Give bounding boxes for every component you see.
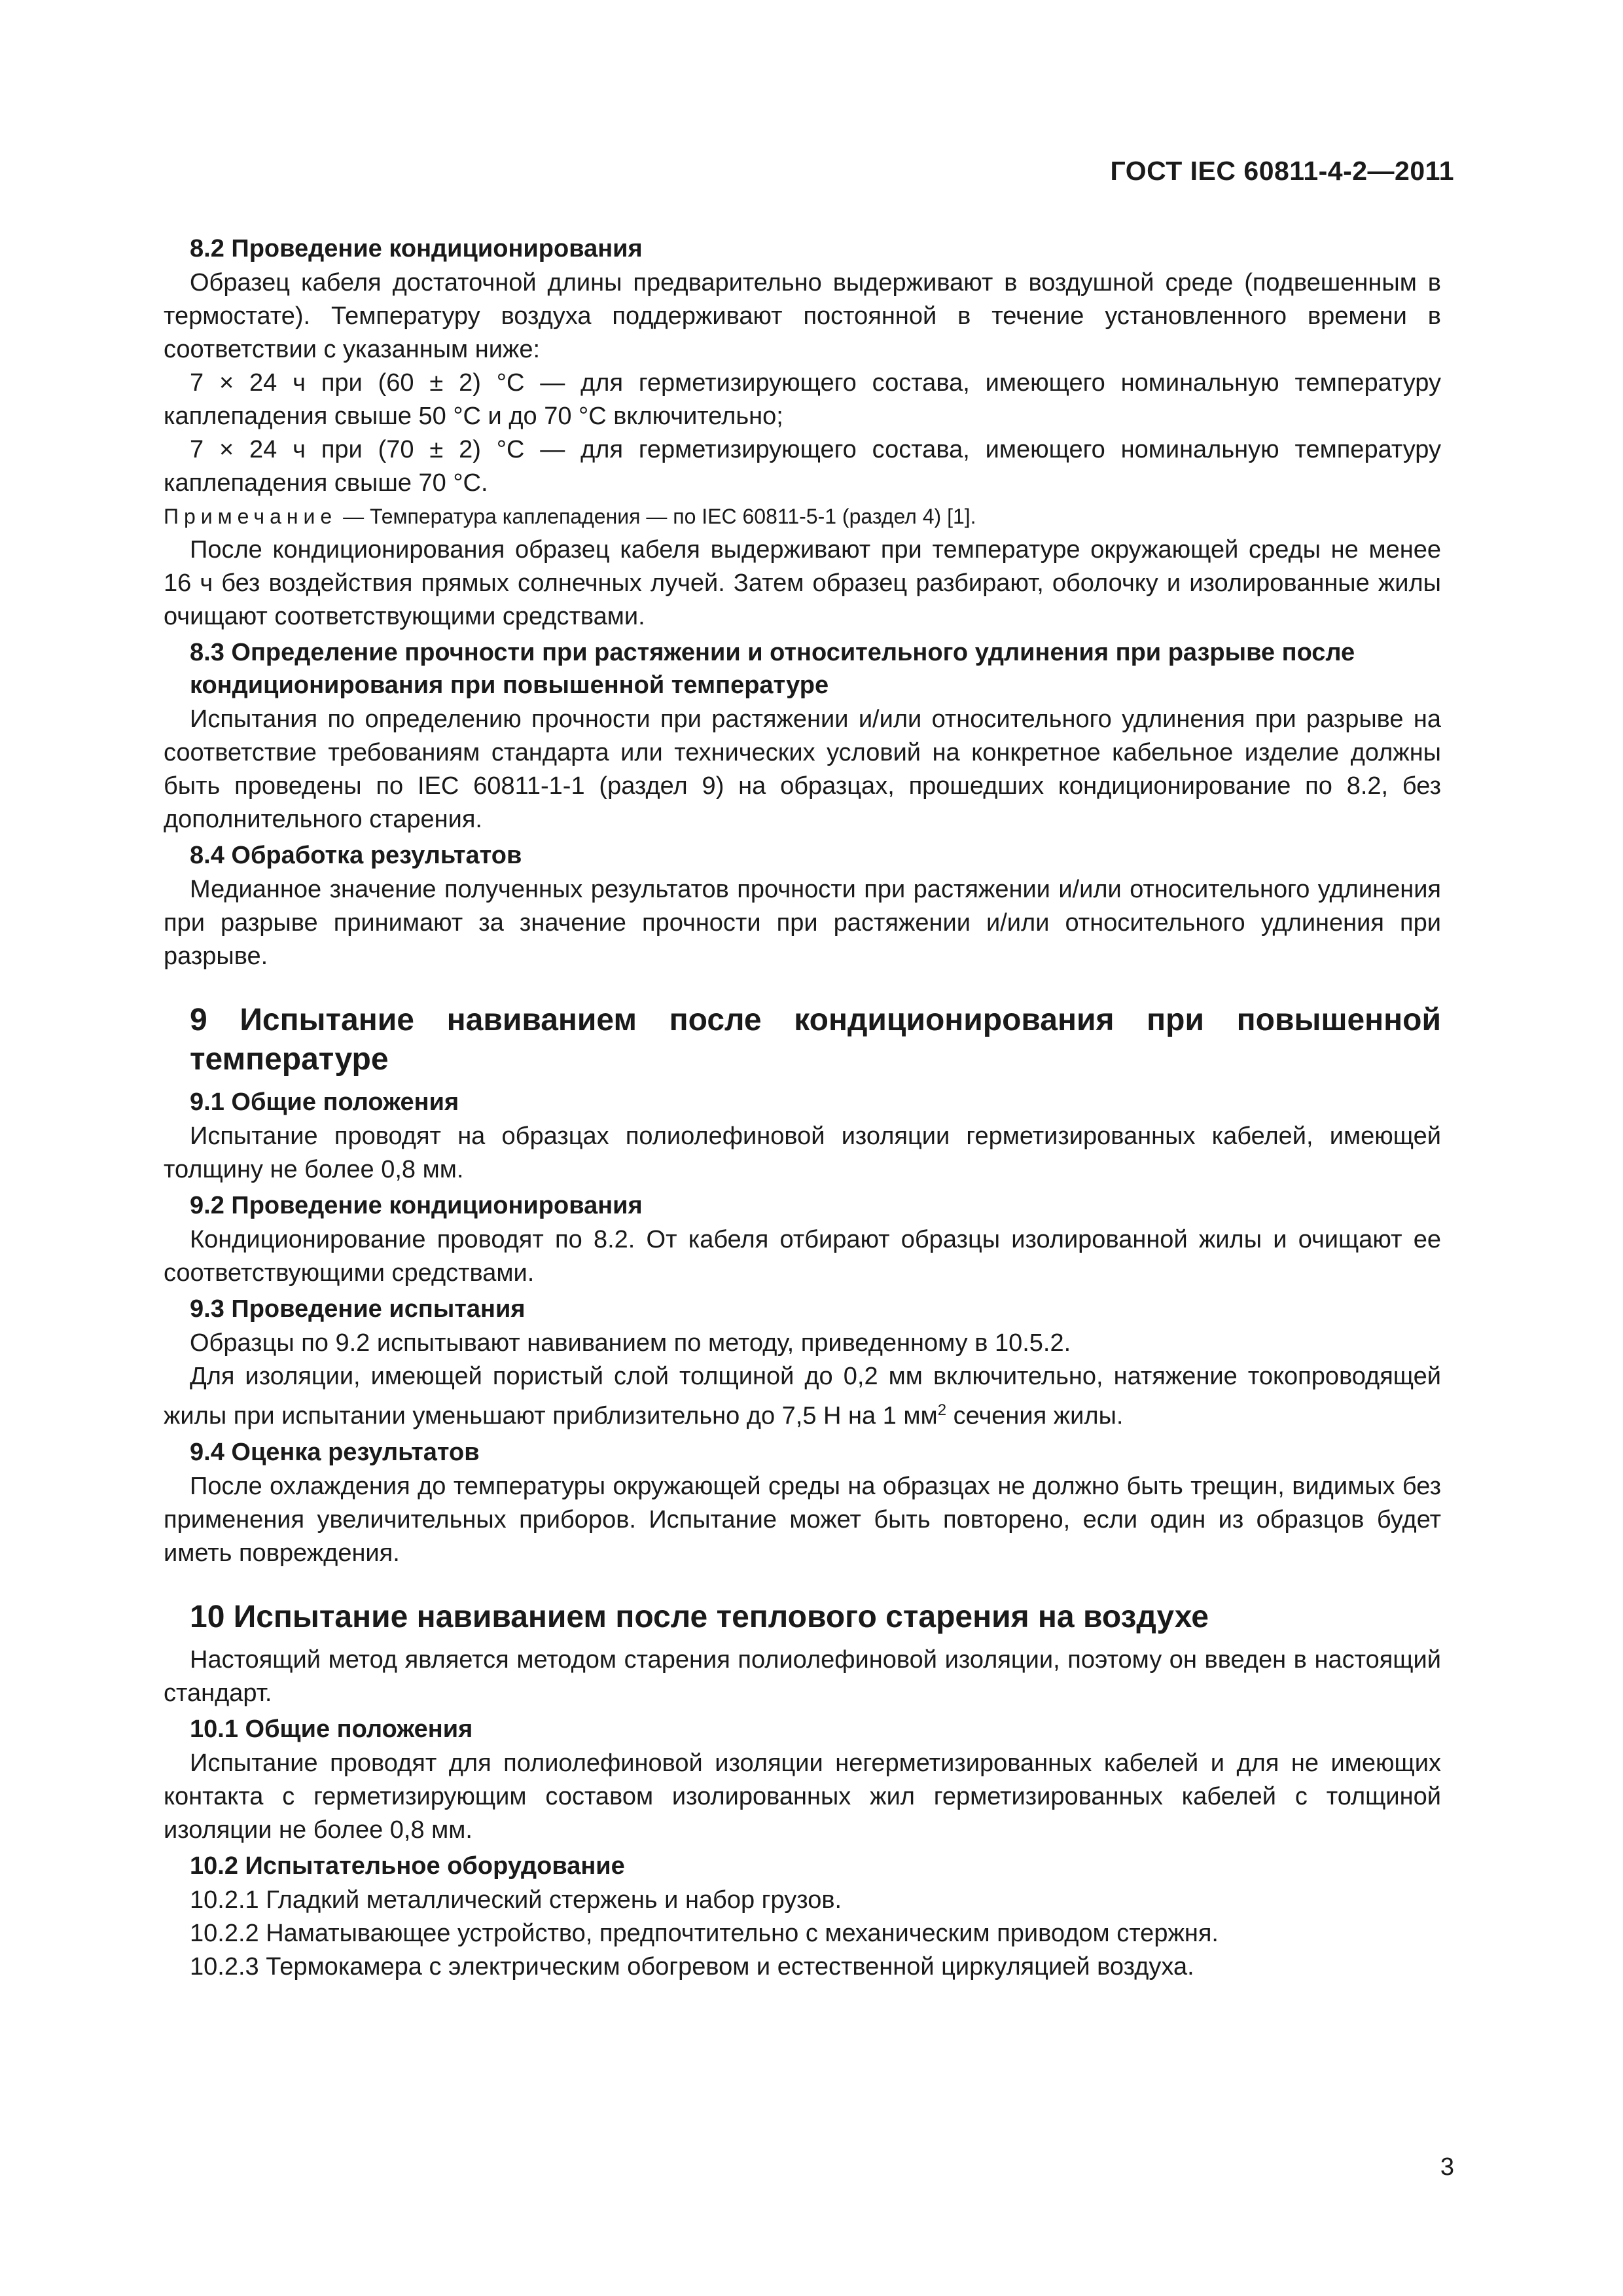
paragraph: После кондиционирования образец кабеля выдерживают при температуре окружающей среды не менее 16 ч без воздействия прямых солнечных лучей. Затем образец разбирают, оболочку и изолированные жилы очищают соответствующими средствами. [164,536,1441,630]
paragraph [164,1360,1441,1433]
note-label: Примечание [164,505,338,528]
note [164,500,1441,533]
paragraph: Испытания по определению прочности при растяжении и/или относительного удлинения при разрыве на соответствие требованиям стандарта или технических условий на конкретное кабельное изделие должны быть проведены по IEC 60811-1-1 (раздел 9) на образцах, прошедших кондиционирование по 8.2, без дополнительного старения. [164,706,1441,833]
list-item: 10.2.2 Наматывающее устройство, предпочтительно с механическим приводом стержня. [190,1919,1219,1947]
page-number: 3 [1440,2153,1454,2181]
list-item: 10.2.1 Гладкий металлический стержень и набор грузов. [190,1886,842,1914]
section-10-2-title: 10.2 Испытательное оборудование [190,1852,625,1880]
section-10-1-title: 10.1 Общие положения [190,1715,473,1743]
paragraph-text: сечения жилы. [946,1402,1124,1430]
superscript: 2 [937,1401,947,1419]
section-9-3-title: 9.3 Проведение испытания [190,1295,526,1323]
section-8-2-title: 8.2 Проведение кондиционирования [190,235,643,262]
paragraph: Испытание проводят на образцах полиолефиновой изоляции герметизированных кабелей, имеющей толщину не более 0,8 мм. [164,1122,1441,1183]
section-9-title: 9 Испытание навиванием после кондиционирования при повышенной температуре [190,1003,1441,1077]
paragraph: Настоящий метод является методом старения полиолефиновой изоляции, поэтому он введен в настоящий стандарт. [164,1645,1441,1707]
paragraph: После охлаждения до температуры окружающей среды на образцах не должно быть трещин, видимых без применения увеличительных приборов. Испытание может быть повторено, если один из образцов будет иметь повреждения. [164,1472,1441,1567]
section-10-title: 10 Испытание навиванием после теплового старения на воздухе [190,1599,1209,1634]
section-9-4-title: 9.4 Оценка результатов [190,1438,480,1466]
list-item: 10.2.3 Термокамера с электрическим обогревом и естественной циркуляцией воздуха. [190,1952,1194,1981]
note-text: — Температура каплепадения — по IEC 60811-5-1 (раздел 4) [1]. [337,505,976,528]
paragraph: 7 × 24 ч при (70 ± 2) °С — для герметизирующего состава, имеющего номинальную температуру каплепадения свыше 70 °С. [164,436,1441,497]
section-9-2-title: 9.2 Проведение кондиционирования [190,1192,643,1219]
section-9-1-title: 9.1 Общие положения [190,1088,459,1116]
page-content [164,232,1441,1984]
document-code: ГОСТ IEC 60811-4-2—2011 [1110,156,1454,186]
paragraph: Медианное значение полученных результатов прочности при растяжении и/или относительного удлинения при разрыве принимают за значение прочности при растяжении и/или относительного удлинения при разрыве. [164,876,1441,970]
paragraph-text: Для изоляции, имеющей пористый слой толщиной до 0,2 мм включительно, натяжение токопроводящей жилы при испытании уменьшают приблизительно до 7,5 Н на 1 мм [164,1363,1441,1430]
paragraph: Образцы по 9.2 испытывают навиванием по методу, приведенному в 10.5.2. [190,1329,1071,1357]
paragraph: Кондиционирование проводят по 8.2. От кабеля отбирают образцы изолированной жилы и очищают ее соответствующими средствами. [164,1226,1441,1287]
paragraph: Испытание проводят для полиолефиновой изоляции негерметизированных кабелей и для не имеющих контакта с герметизирующим составом изолированных жил герметизированных кабелей с толщиной изоляции не более 0,8 мм. [164,1749,1441,1844]
section-8-4-title: 8.4 Обработка результатов [190,842,522,869]
paragraph: Образец кабеля достаточной длины предварительно выдерживают в воздушной среде (подвешенным в термостате). Температуру воздуха поддерживают постоянной в течение установленного времени в соответствии с указанным ниже: [164,269,1441,363]
paragraph: 7 × 24 ч при (60 ± 2) °С — для герметизирующего состава, имеющего номинальную температуру каплепадения свыше 50 °С и до 70 °С включительно; [164,369,1441,430]
section-8-3-title: 8.3 Определение прочности при растяжении и относительного удлинения при разрыве после кондиционирования при повышенной температуре [190,639,1355,699]
